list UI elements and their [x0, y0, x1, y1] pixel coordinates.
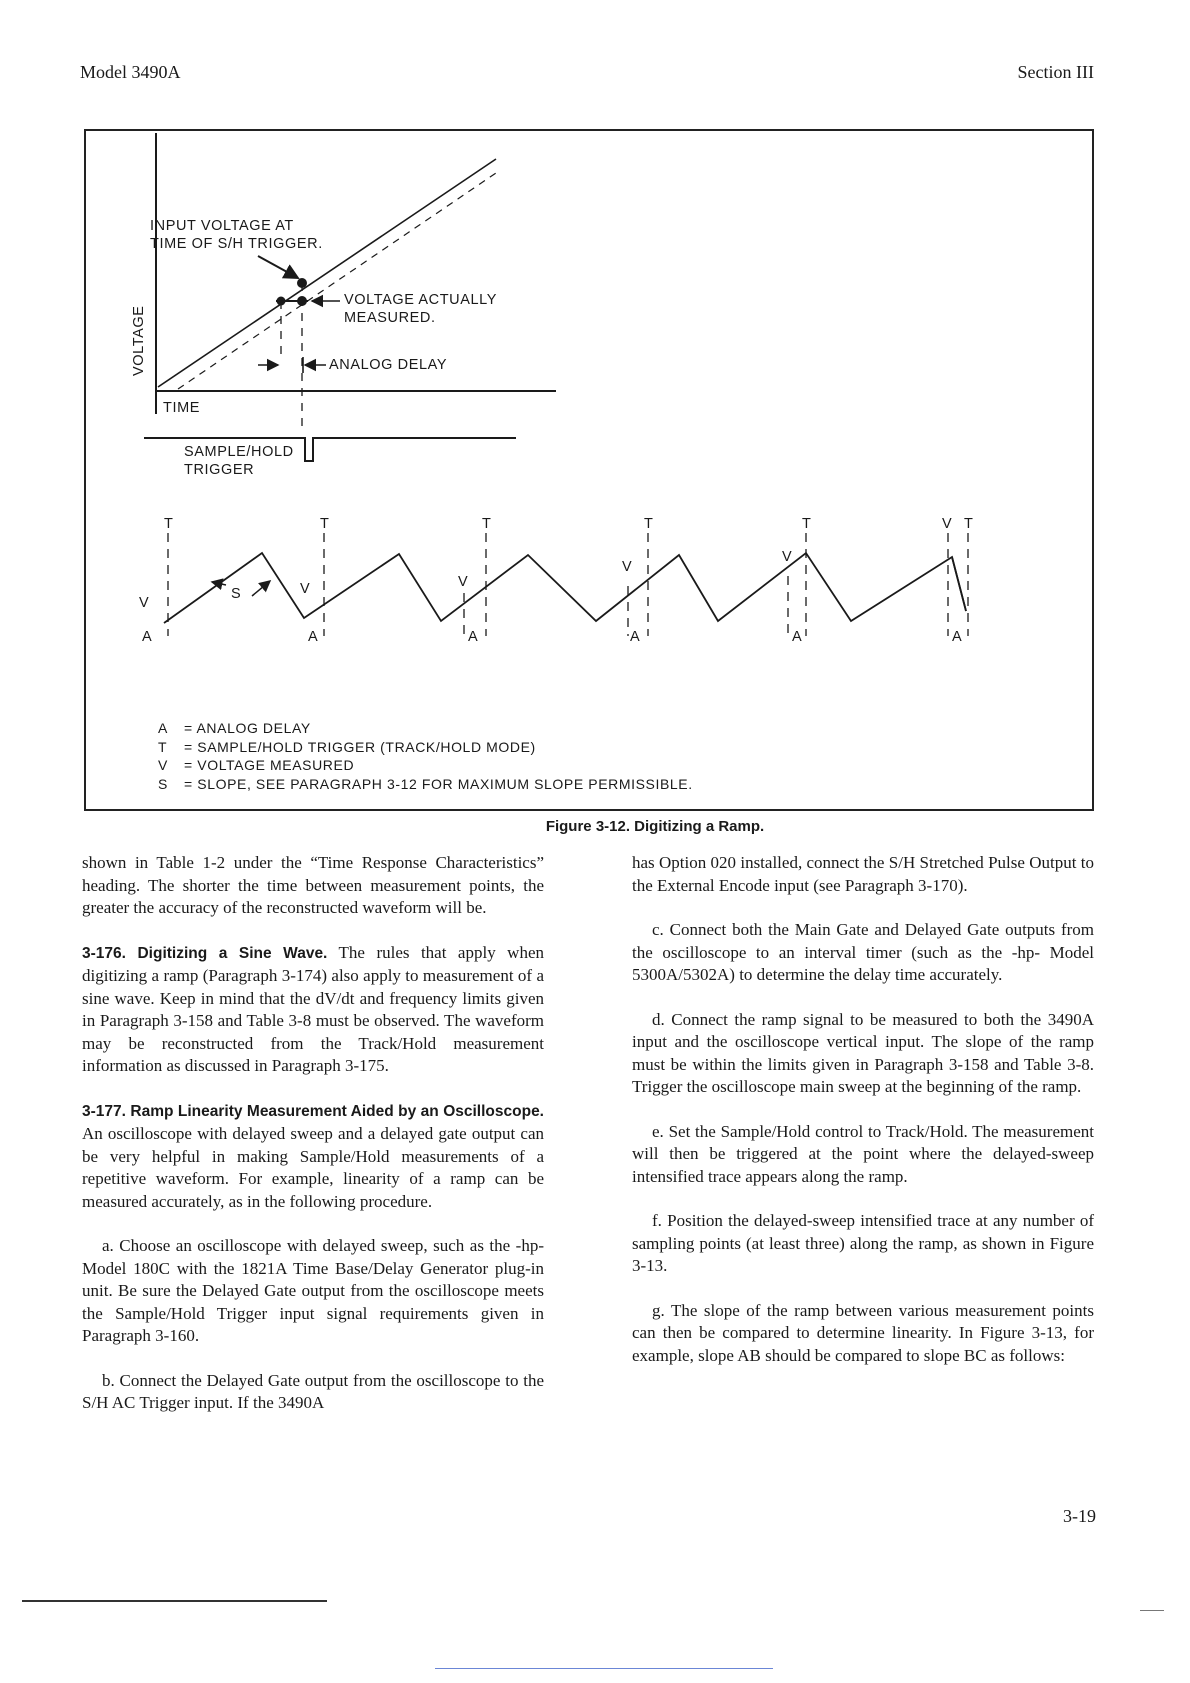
legend-row: V = VOLTAGE MEASURED [158, 757, 355, 773]
trigger-group-1 [139, 516, 173, 645]
right-column [632, 852, 1094, 1389]
step-g: g. The slope of the ramp between various measurement points can then be compared to determine linearity. In Figure 3-13, for example, slope AB should be compared to slope BC as follows: [632, 1300, 1094, 1365]
v-marker: V [622, 559, 633, 575]
trigger-group-5 [782, 516, 811, 645]
a-marker: A [952, 629, 963, 645]
page-number: 3-19 [1063, 1506, 1096, 1526]
voltage-measured-label: VOLTAGE ACTUALLY [344, 292, 498, 308]
legend-row: A = ANALOG DELAY [158, 720, 311, 736]
sample-hold-label-2: TRIGGER [184, 462, 255, 478]
t-marker: T [802, 516, 812, 532]
analog-delay-label: ANALOG DELAY [329, 357, 448, 373]
paragraph-3-176: 3-176. Digitizing a Sine Wave. The rules that apply when digitizing a ramp (Paragraph 3-174) also apply to measurement of a sine wave. Keep in mind that the dV/dt and frequency limits given in Paragraph 3-158 and Table 3-8 must be observed. The waveform may be reconstructed from the Track/Hold measurement information as discussed in Paragraph 3-175. [82, 942, 544, 1075]
sample-hold-label: SAMPLE/HOLD [184, 444, 294, 460]
paragraph: shown in Table 1-2 under the “Time Response Characteristics” heading. The shorter the time between measurement points, the greater the accuracy of the reconstructed waveform will be. [82, 853, 544, 917]
bottom-rule [22, 1600, 327, 1602]
header-model: Model 3490A [80, 62, 181, 82]
bottom-right-rule [1140, 1610, 1164, 1611]
step-e: e. Set the Sample/Hold control to Track/Hold. The measurement will then be triggered at the point where the delayed-sweep intensified trace appears along the ramp. [632, 1121, 1094, 1186]
a-marker: A [142, 629, 153, 645]
v-marker: V [782, 549, 793, 565]
t-marker: T [482, 516, 492, 532]
solid-ramp [158, 159, 496, 387]
paragraph: has Option 020 installed, connect the S/H Stretched Pulse Output to the External Encode input (see Paragraph 3-170). [632, 853, 1094, 895]
a-marker: A [630, 629, 641, 645]
t-marker: T [964, 516, 974, 532]
step-d: d. Connect the ramp signal to be measured to both the 3490A input and the oscilloscope vertical input. The slope of the ramp must be within the limits given in Paragraph 3-158 and Table 3-8. Trigger the oscilloscope main sweep at the beginning of the ramp. [632, 1009, 1094, 1096]
paragraph-title: 3-177. Ramp Linearity Measurement Aided by an Oscilloscope. [82, 1102, 544, 1120]
t-marker: T [320, 516, 330, 532]
sawtooth-wave [164, 553, 966, 623]
time-axis-label: TIME [163, 400, 201, 416]
a-marker: A [792, 629, 803, 645]
v-marker: V [942, 516, 953, 532]
figure-3-12 [84, 129, 1094, 811]
t-marker: T [164, 516, 174, 532]
trigger-group-2 [300, 516, 329, 645]
step-c: c. Connect both the Main Gate and Delayed Gate outputs from the oscilloscope to an interval timer (such as the -hp- Model 5300A/5302A) to determine the delay time accurately. [632, 920, 1094, 984]
legend-row: S = SLOPE, SEE PARAGRAPH 3-12 FOR MAXIMUM SLOPE PERMISSIBLE. [158, 775, 693, 792]
voltage-axis-label: VOLTAGE [131, 305, 147, 376]
trigger-group-3 [458, 516, 491, 645]
paragraph-title: 3-176. Digitizing a Sine Wave. [82, 944, 328, 962]
step-a: a. Choose an oscilloscope with delayed sweep, such as the -hp- Model 180C with the 1821A Time Base/Delay Generator plug-in unit. Be sure the Delayed Gate output from the oscilloscope meets the Sample/Hold Trigger input signal requirements given in Paragraph 3-160. [82, 1236, 544, 1345]
voltage-measured-label-2: MEASURED. [344, 310, 436, 326]
v-marker: V [139, 595, 150, 611]
left-column [82, 852, 544, 1437]
step-f: f. Position the delayed-sweep intensified trace at any number of sampling points (at least three) along the ramp, as shown in Figure 3-13. [632, 1211, 1094, 1275]
ramp-diagram [86, 131, 1092, 809]
figure-caption: Figure 3-12. Digitizing a Ramp. [545, 818, 765, 835]
scan-blue-line [435, 1668, 773, 1669]
input-voltage-label: INPUT VOLTAGE AT [150, 218, 294, 234]
trigger-group-4 [622, 516, 653, 645]
legend-row: T = SAMPLE/HOLD TRIGGER (TRACK/HOLD MODE) [158, 738, 536, 755]
v-marker: V [458, 574, 469, 590]
input-voltage-label-2: TIME OF S/H TRIGGER. [150, 236, 323, 252]
a-marker: A [308, 629, 319, 645]
figure-legend [158, 719, 693, 793]
step-b: b. Connect the Delayed Gate output from the oscilloscope to the S/H AC Trigger input. If the 3490A [82, 1370, 544, 1412]
paragraph-3-177: 3-177. Ramp Linearity Measurement Aided by an Oscilloscope. An oscilloscope with delayed sweep and a delayed gate output can be very helpful in making Sample/Hold measurements of a repetitive waveform. For example, linearity of a ramp can be measured accurately, as in the following procedure. [82, 1102, 544, 1211]
t-marker: T [644, 516, 654, 532]
slope-marker: S [231, 586, 242, 602]
header-section: Section III [1017, 62, 1094, 82]
v-marker: V [300, 581, 311, 597]
a-marker: A [468, 629, 479, 645]
